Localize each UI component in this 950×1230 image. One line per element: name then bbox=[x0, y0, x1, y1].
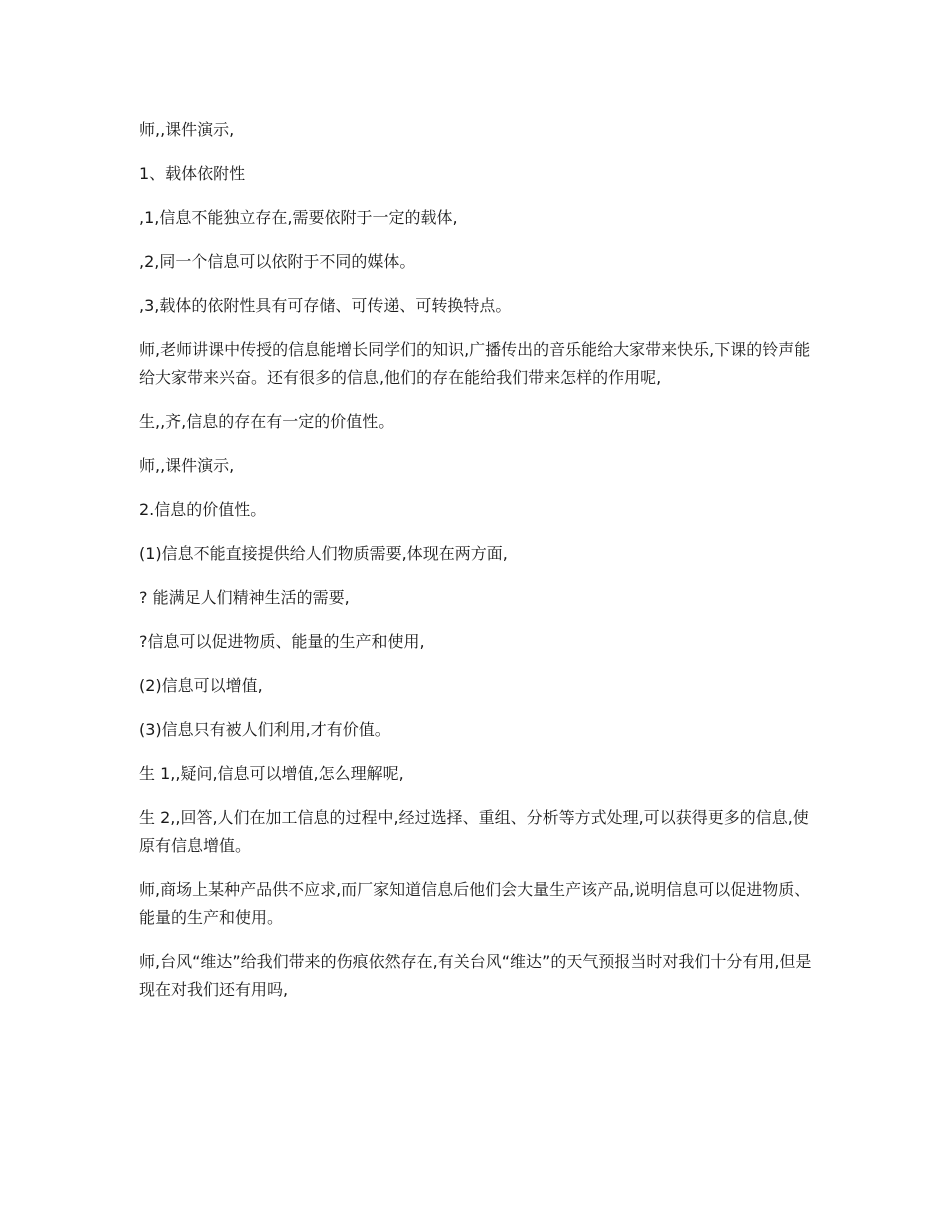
paragraph-teacher-demo-2: 师,,课件演示, bbox=[139, 456, 235, 475]
paragraph-teacher-typhoon: 师,台风“维达”给我们带来的伤痕依然存在,有关台风“维达”的天气预报当时对我们十分有用,但是现在对我们还有用吗, bbox=[139, 952, 812, 999]
paragraph-value-1: (1)信息不能直接提供给人们物质需要,体现在两方面, bbox=[139, 544, 508, 563]
paragraph-value-1a: ? 能满足人们精神生活的需要, bbox=[139, 588, 350, 607]
paragraph-student2-answer: 生 2,,回答,人们在加工信息的过程中,经过选择、重组、分析等方式处理,可以获得更多的信息,使原有信息增值。 bbox=[139, 808, 809, 855]
paragraph-value-3: (3)信息只有被人们利用,才有价值。 bbox=[139, 720, 391, 739]
paragraph-teacher-demo-1: 师,,课件演示, bbox=[139, 120, 235, 139]
paragraph-students-answer: 生,,齐,信息的存在有一定的价值性。 bbox=[139, 412, 395, 431]
paragraph-teacher-question: 师,老师讲课中传授的信息能增长同学们的知识,广播传出的音乐能给大家带来快乐,下课的铃声能给大家带来兴奋。还有很多的信息,他们的存在能给我们带来怎样的作用呢, bbox=[139, 340, 811, 387]
document-body bbox=[139, 116, 819, 1020]
paragraph-point-3: ,3,载体的依附性具有可存储、可传递、可转换特点。 bbox=[139, 296, 512, 315]
paragraph-value-2: (2)信息可以增值, bbox=[139, 676, 263, 695]
heading-carrier-dependence: 1、载体依附性 bbox=[139, 164, 246, 183]
heading-value: 2.信息的价值性。 bbox=[139, 500, 267, 519]
paragraph-point-1: ,1,信息不能独立存在,需要依附于一定的载体, bbox=[139, 208, 458, 227]
paragraph-value-1b: ?信息可以促进物质、能量的生产和使用, bbox=[139, 632, 425, 651]
paragraph-student1-question: 生 1,,疑问,信息可以增值,怎么理解呢, bbox=[139, 764, 404, 783]
paragraph-point-2: ,2,同一个信息可以依附于不同的媒体。 bbox=[139, 252, 416, 271]
paragraph-teacher-market: 师,商场上某种产品供不应求,而厂家知道信息后他们会大量生产该产品,说明信息可以促进物质、能量的生产和使用。 bbox=[139, 880, 811, 927]
